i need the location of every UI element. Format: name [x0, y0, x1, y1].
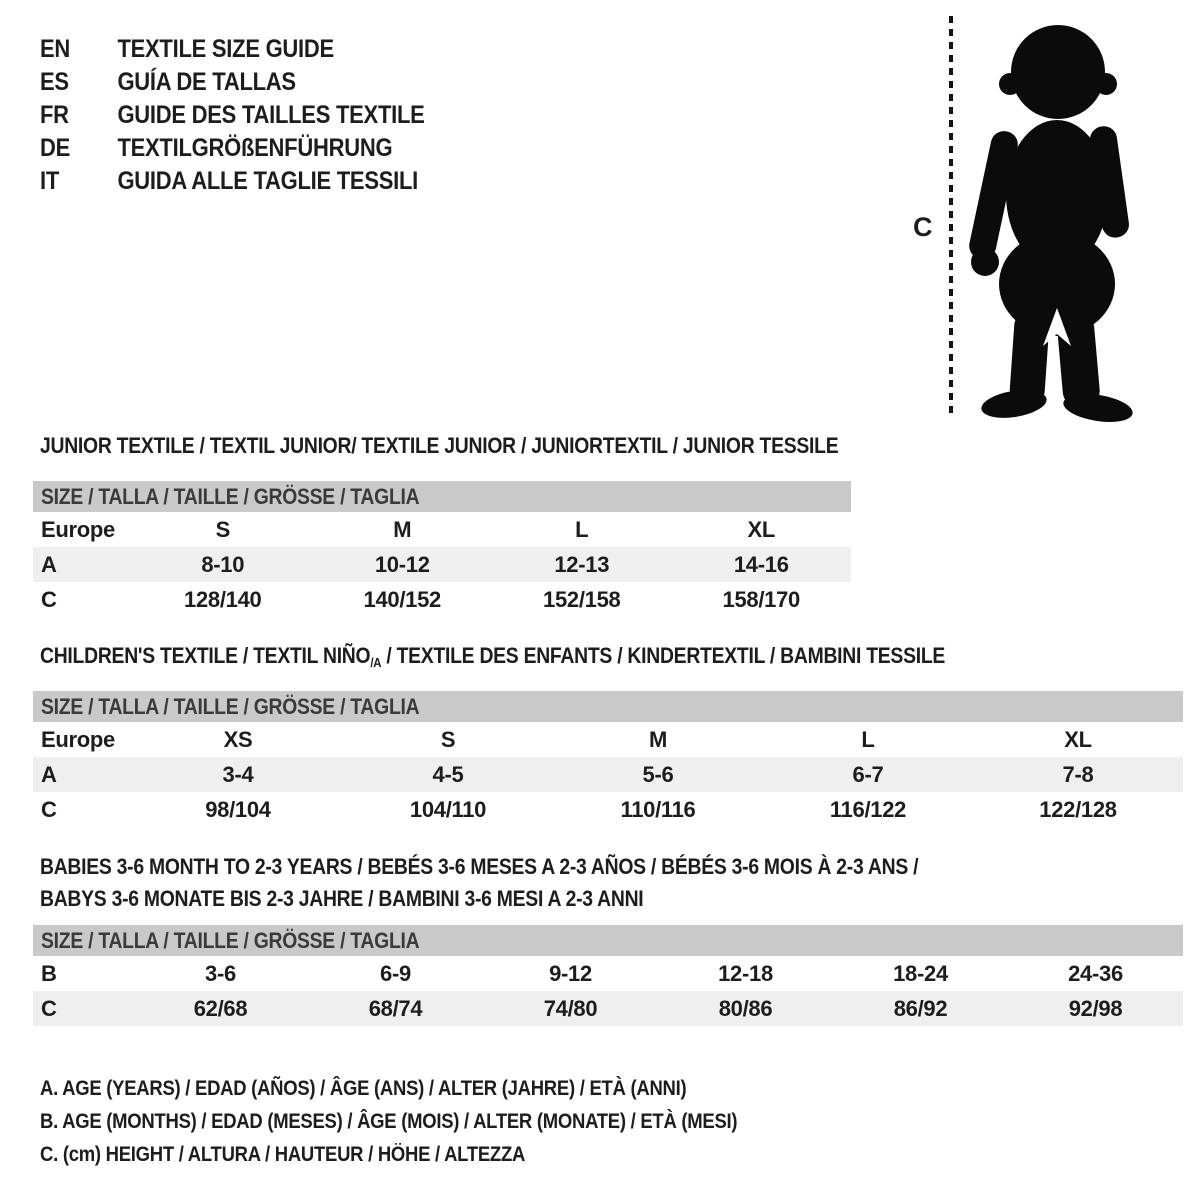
months-cell: 3-6	[205, 960, 236, 986]
legend-line-c	[40, 1138, 832, 1171]
size-header-label: SIZE / TALLA / TAILLE / GRÖSSE / TAGLIA	[41, 927, 420, 953]
language-row-fr	[40, 99, 425, 132]
age-cell: 6-7	[852, 761, 884, 787]
size-cell: XL	[747, 516, 775, 542]
height-cell: 98/104	[205, 796, 271, 822]
junior-europe-row	[33, 512, 851, 547]
height-cell: 128/140	[184, 586, 262, 612]
babies-size-table	[33, 925, 1183, 1026]
age-cell: 12-13	[554, 551, 610, 577]
junior-size-table	[33, 481, 851, 617]
age-cell: 5-6	[642, 761, 674, 787]
size-cell: M	[648, 726, 668, 752]
age-cell: 4-5	[432, 761, 464, 787]
children-title-pre: CHILDREN'S TEXTILE / TEXTIL NIÑO	[40, 643, 371, 668]
age-cell: 3-4	[222, 761, 254, 787]
height-cell: 80/86	[718, 995, 773, 1021]
language-title-list	[40, 33, 477, 198]
age-cell: 10-12	[374, 551, 430, 577]
height-measure-label: C	[913, 212, 933, 242]
size-cell: XL	[1064, 726, 1092, 752]
row-label: A	[41, 551, 57, 577]
height-cell: 74/80	[543, 995, 598, 1021]
age-cell: 14-16	[733, 551, 789, 577]
children-age-row	[33, 757, 1183, 792]
babies-height-row	[33, 991, 1183, 1026]
guide-title-en: TEXTILE SIZE GUIDE	[117, 35, 334, 63]
height-cell: 68/74	[368, 995, 423, 1021]
language-row-it	[40, 165, 425, 198]
age-cell: 7-8	[1062, 761, 1094, 787]
height-cell: 152/158	[543, 586, 621, 612]
height-cell: 158/170	[722, 586, 800, 612]
row-label: C	[41, 995, 57, 1021]
height-cell: 104/110	[409, 796, 487, 822]
children-europe-row	[33, 722, 1183, 757]
junior-age-row	[33, 547, 851, 582]
months-cell: 9-12	[549, 960, 592, 986]
height-cell: 92/98	[1068, 995, 1123, 1021]
row-label: A	[41, 761, 57, 787]
guide-title-it: GUIDA ALLE TAGLIE TESSILI	[117, 167, 419, 195]
children-title-post: / TEXTILE DES ENFANTS / KINDERTEXTIL / BAMBINI TESSILE	[381, 643, 946, 668]
months-cell: 12-18	[718, 960, 773, 986]
children-title-text	[40, 643, 945, 676]
toddler-silhouette-icon	[958, 12, 1150, 422]
size-cell: S	[440, 726, 456, 752]
height-cell: 140/152	[363, 586, 441, 612]
guide-title-de: TEXTILGRÖßENFÜHRUNG	[117, 134, 393, 162]
children-title-subscript: /A	[370, 655, 382, 670]
language-code: IT	[40, 167, 60, 195]
height-measure-dashed-line	[949, 16, 953, 418]
legend-line-b	[40, 1105, 832, 1138]
babies-size-header-bar	[33, 925, 1183, 956]
row-label: Europe	[41, 726, 115, 752]
language-row-de	[40, 132, 425, 165]
language-code: EN	[40, 35, 71, 63]
height-cell: 110/116	[620, 796, 696, 822]
language-row-en	[40, 33, 425, 66]
row-label: C	[41, 586, 57, 612]
size-cell: M	[393, 516, 412, 542]
children-section-title	[40, 643, 1068, 676]
months-cell: 6-9	[380, 960, 411, 986]
row-label: Europe	[41, 516, 115, 542]
height-cell: 86/92	[893, 995, 948, 1021]
size-header-label: SIZE / TALLA / TAILLE / GRÖSSE / TAGLIA	[41, 693, 420, 719]
junior-section-title	[40, 433, 947, 459]
children-height-row	[33, 792, 1183, 827]
language-row-es	[40, 66, 425, 99]
row-label: C	[41, 796, 57, 822]
babies-title-line2: BABYS 3-6 MONATE BIS 2-3 JAHRE / BAMBINI 3-6 MESI A 2-3 ANNI	[40, 886, 644, 911]
language-code: DE	[40, 134, 71, 162]
legend-line-a	[40, 1072, 832, 1105]
junior-height-row	[33, 582, 851, 617]
size-cell: XS	[223, 726, 253, 752]
size-cell: S	[215, 516, 230, 542]
children-size-header-bar	[33, 691, 1183, 722]
height-cell: 62/68	[193, 995, 248, 1021]
junior-title-text: JUNIOR TEXTILE / TEXTIL JUNIOR/ TEXTILE JUNIOR / JUNIORTEXTIL / JUNIOR TESSILE	[40, 433, 839, 458]
guide-title-fr: GUIDE DES TAILLES TEXTILE	[117, 101, 425, 129]
height-cell: 122/128	[1039, 796, 1117, 822]
months-cell: 18-24	[893, 960, 948, 986]
legend-a-text: A. AGE (YEARS) / EDAD (AÑOS) / ÂGE (ANS) / ALTER (JAHRE) / ETÀ (ANNI)	[40, 1077, 687, 1100]
height-cell: 116/122	[829, 796, 907, 822]
row-label: B	[41, 960, 57, 986]
legend-b-text: B. AGE (MONTHS) / EDAD (MESES) / ÂGE (MOIS) / ALTER (MONATE) / ETÀ (MESI)	[40, 1110, 738, 1133]
children-size-table	[33, 691, 1183, 827]
size-cell: L	[861, 726, 875, 752]
babies-section-title	[40, 851, 1038, 915]
guide-title-es: GUÍA DE TALLAS	[117, 68, 296, 96]
size-cell: L	[575, 516, 589, 542]
measure-legend	[40, 1072, 832, 1171]
age-cell: 8-10	[201, 551, 245, 577]
language-code: FR	[40, 101, 69, 129]
language-code: ES	[40, 68, 69, 96]
junior-size-header-bar	[33, 481, 851, 512]
months-cell: 24-36	[1068, 960, 1123, 986]
size-header-label: SIZE / TALLA / TAILLE / GRÖSSE / TAGLIA	[41, 483, 420, 509]
babies-title-line1: BABIES 3-6 MONTH TO 2-3 YEARS / BEBÉS 3-6 MESES A 2-3 AÑOS / BÉBÉS 3-6 MOIS À 2-3 ANS /	[40, 854, 919, 879]
legend-c-text: C. (cm) HEIGHT / ALTURA / HAUTEUR / HÖHE / ALTEZZA	[40, 1143, 526, 1166]
babies-months-row	[33, 956, 1183, 991]
